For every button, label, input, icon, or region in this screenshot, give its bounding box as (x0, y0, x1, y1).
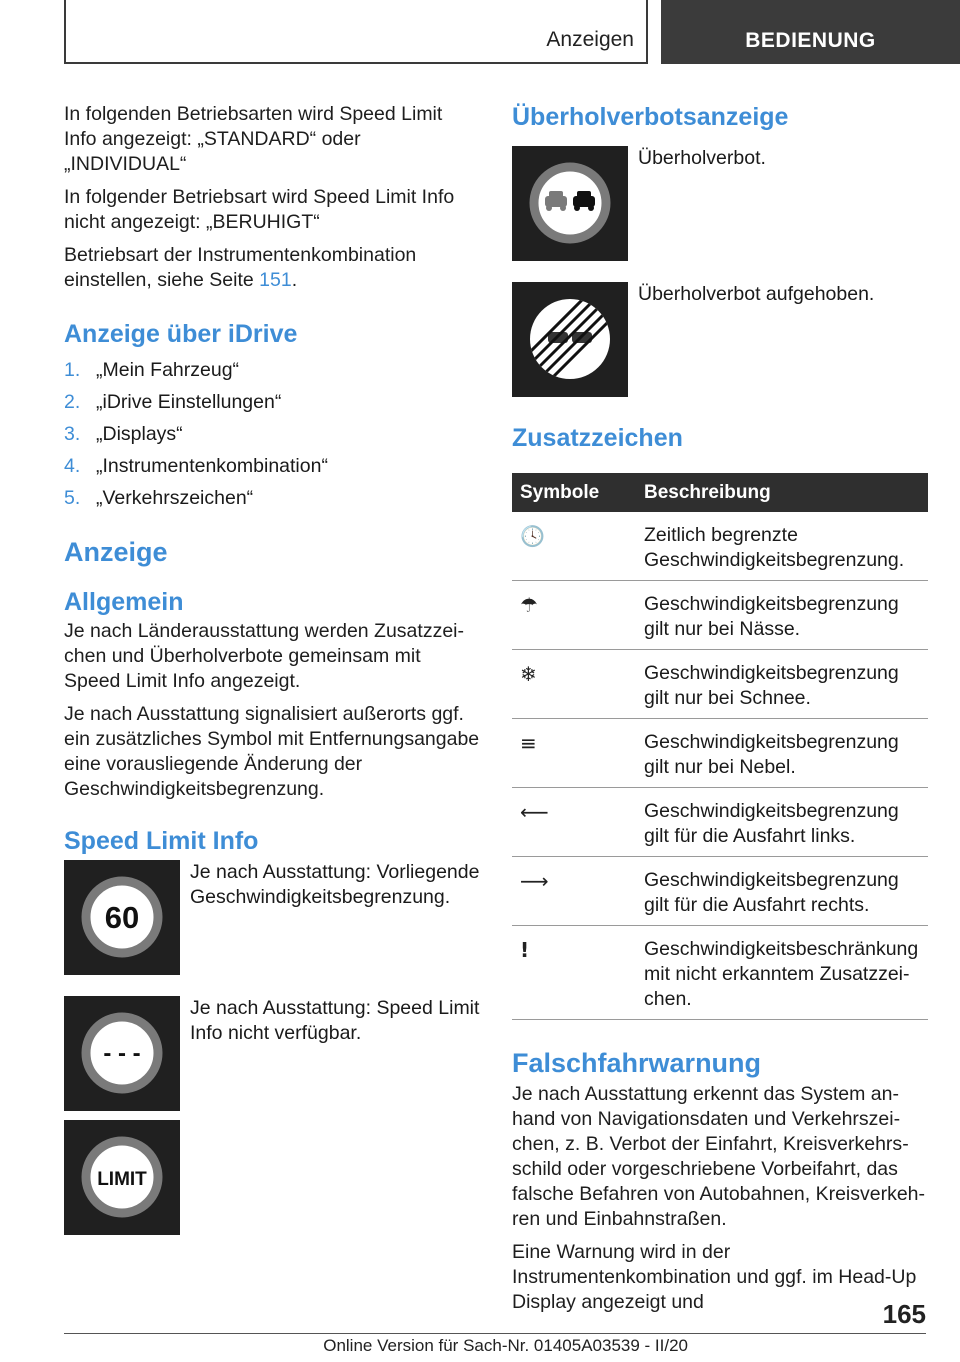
table-row (512, 926, 928, 1020)
step-text: „Displays“ (96, 423, 183, 445)
symbol-cell (512, 581, 636, 650)
table-row (512, 512, 928, 581)
overtake-sign-row-2 (512, 282, 928, 397)
arrow-right-icon: ⟶ (520, 869, 549, 893)
end-no-overtaking-sign (512, 282, 628, 397)
symbol-cell (512, 788, 636, 857)
intro-paragraph-2: In folgender Betriebsart wird Speed Limit Info nicht angezeigt: „BERUHIGT“ (64, 186, 455, 233)
description-cell: Geschwindigkeitsbeschränkung mit nicht erkanntem Zusatzzeichen. (636, 926, 928, 1020)
list-item (64, 358, 480, 383)
additional-signs-table (512, 473, 928, 1020)
idrive-steps (64, 358, 480, 511)
allgemein-paragraph-2: Je nach Ausstattung signalisiert außerorts ggf. ein zusätzliches Symbol mit Entfernungsangabe eine vorausliegende Änderung der Geschwindigkeitsbegrenzung. (64, 703, 480, 800)
right-column (512, 102, 928, 1323)
step-text: „Instrumentenkombination“ (96, 455, 328, 477)
arrow-left-icon: ⟵ (520, 800, 549, 824)
header-chapter-title: BEDIENUNG (745, 29, 876, 52)
description-cell: Zeitlich begrenzte Geschwindigkeitsbegrenzung. (636, 512, 928, 581)
overtake-heading: Überholverbotsanzeige (512, 103, 789, 131)
sli-sign-row-1 (64, 860, 480, 975)
sign-label-limit: LIMIT (97, 1169, 147, 1190)
sli-sign-text-1: Je nach Ausstattung: Vorliegende Geschwindigkeitsbegrenzung. (190, 861, 480, 908)
sli-sign-row-3 (64, 1120, 480, 1235)
description-cell: Geschwindigkeitsbegrenzung gilt für die Ausfahrt links. (636, 788, 928, 857)
table-row (512, 581, 928, 650)
overtake-sign-text-2: Überholverbot aufgehoben. (638, 283, 875, 305)
no-overtaking-sign (512, 146, 628, 261)
falschfahrwarnung-heading: Falschfahrwarnung (512, 1048, 762, 1078)
speed-limit-info-heading: Speed Limit Info (64, 827, 259, 855)
speed-limit-unavailable-sign (64, 996, 180, 1111)
idrive-heading: Anzeige über iDrive (64, 320, 298, 348)
sli-sign-text-2: Je nach Ausstattung: Speed Limit Info nicht verfügbar. (190, 997, 480, 1044)
symbol-cell (512, 857, 636, 926)
step-number: 2. (64, 391, 81, 413)
step-text: „iDrive Einstellungen“ (96, 391, 282, 413)
step-number: 1. (64, 359, 81, 381)
fog-icon: ≡ (520, 731, 537, 755)
step-number: 3. (64, 423, 81, 445)
falsch-paragraph-1: Je nach Ausstattung erkennt das System anhand von Navigationsdaten und Verkehrszeichen, z. B. Verbot der Einfahrt, Kreisverkehrsschild oder vorgeschriebene Vorbeifahrt, das falsche Befahren von Autobahnen, Kreisverkehren und Einbahnstraßen. (512, 1083, 926, 1230)
table-row (512, 719, 928, 788)
description-cell: Geschwindigkeitsbegrenzung gilt nur bei Nässe. (636, 581, 928, 650)
symbol-cell (512, 719, 636, 788)
rain-icon: ☂ (520, 593, 538, 617)
table-header-row (512, 473, 928, 512)
table-header-description: Beschreibung (636, 473, 928, 512)
list-item (64, 390, 480, 415)
table-row (512, 788, 928, 857)
list-item (64, 486, 480, 511)
footer-text: Online Version für Sach-Nr. 01405A03539 - II/20 (323, 1336, 688, 1355)
table-row (512, 857, 928, 926)
header-chapter-box (661, 0, 960, 64)
allgemein-heading: Allgemein (64, 588, 184, 616)
list-item (64, 454, 480, 479)
header-section-box (64, 0, 648, 64)
table-header-symbol: Symbole (512, 473, 636, 512)
setting-paragraph (64, 243, 480, 293)
step-text: „Verkehrszeichen“ (96, 487, 254, 509)
overtake-sign-row-1 (512, 146, 928, 261)
footer-divider (64, 1333, 926, 1334)
step-number: 5. (64, 487, 81, 509)
description-cell: Geschwindigkeitsbegrenzung gilt nur bei Nebel. (636, 719, 928, 788)
clock-icon: 🕓 (520, 524, 545, 548)
description-cell: Geschwindigkeitsbegrenzung gilt nur bei Schnee. (636, 650, 928, 719)
symbol-cell (512, 926, 636, 1020)
header-section-title: Anzeigen (546, 28, 634, 51)
symbol-cell (512, 512, 636, 581)
anzeige-heading: Anzeige (64, 537, 168, 567)
setting-text: Betriebsart der Instrumentenkombination einstellen, siehe Seite (64, 244, 417, 291)
snowflake-icon: ❄ (520, 662, 537, 686)
falsch-paragraph-2: Eine Warnung wird in der Instrumentenkombination und ggf. im Head-Up Display angezeigt und (512, 1241, 917, 1313)
list-item (64, 422, 480, 447)
step-text: „Mein Fahrzeug“ (96, 359, 240, 381)
zusatz-heading: Zusatzzeichen (512, 424, 683, 452)
sign-label-60: 60 (104, 900, 140, 935)
page-number: 165 (882, 1299, 926, 1329)
intro-paragraph-1: In folgenden Betriebsarten wird Speed Limit Info angezeigt: „STANDARD“ oder „INDIVIDUAL“ (64, 103, 443, 175)
sli-sign-row-2 (64, 996, 480, 1111)
allgemein-paragraph-1: Je nach Länderausstattung werden Zusatzzeichen und Überholverbote gemeinsam mit Speed Limit Info angezeigt. (64, 620, 464, 692)
description-cell: Geschwindigkeitsbegrenzung gilt für die Ausfahrt rechts. (636, 857, 928, 926)
left-column (64, 102, 480, 1235)
speed-limit-60-sign (64, 860, 180, 975)
step-number: 4. (64, 455, 81, 477)
overtake-sign-text-1: Überholverbot. (638, 147, 766, 169)
table-row (512, 650, 928, 719)
speed-limit-limit-sign (64, 1120, 180, 1235)
symbol-cell (512, 650, 636, 719)
exclamation-icon: ! (520, 938, 530, 962)
setting-end: . (291, 269, 298, 291)
sign-label-dashes: - - - (103, 1040, 141, 1067)
page-link[interactable]: 151 (259, 269, 292, 291)
